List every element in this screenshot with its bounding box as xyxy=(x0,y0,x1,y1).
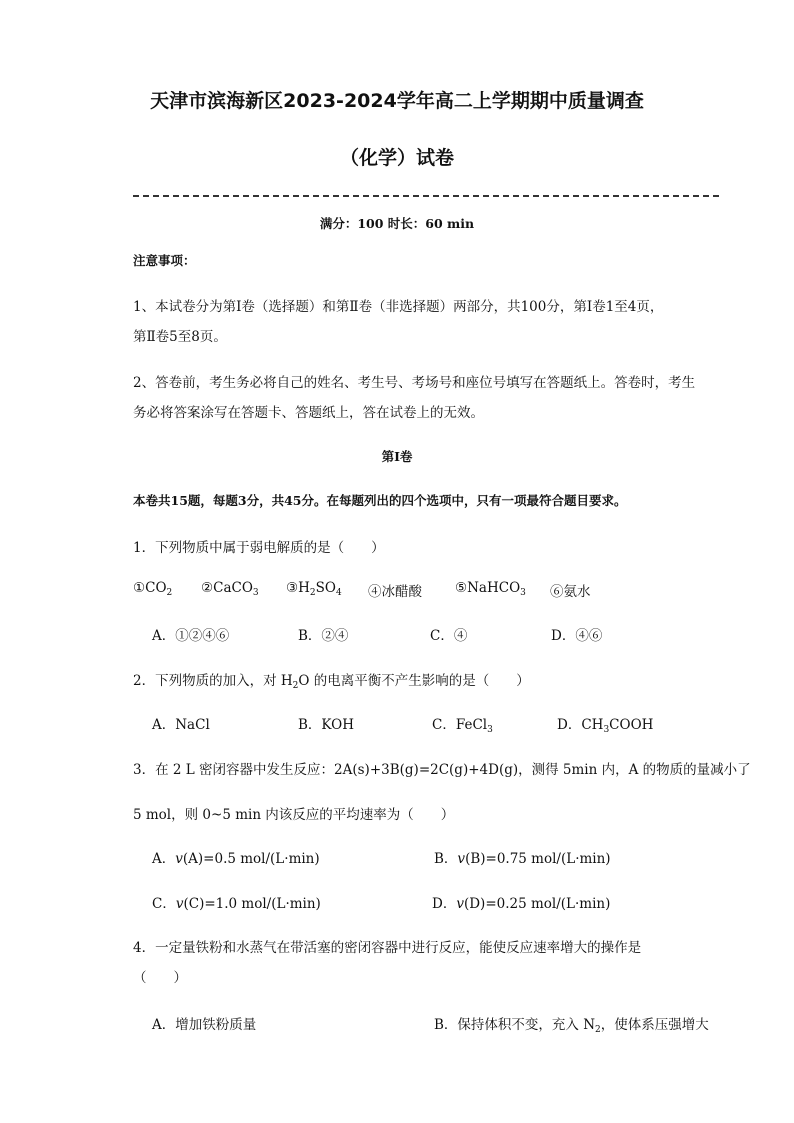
section-title: 第Ⅰ卷 xyxy=(381,449,413,464)
q4-option-a: A．增加铁粉质量 xyxy=(152,1017,257,1033)
notice-item-1-line-1: 1、本试卷分为第Ⅰ卷（选择题）和第Ⅱ卷（非选择题）两部分，共100分，第Ⅰ卷1至4页， xyxy=(133,299,664,315)
q2-option-a: A．NaCl xyxy=(152,717,210,733)
notice-item-2-line-2: 务必将答案涂写在答题卡、答题纸上，答在试卷上的无效。 xyxy=(133,405,484,421)
section-instructions: 本卷共15题，每题3分，共45分。在每题列出的四个选项中，只有一项最符合题目要求。 xyxy=(133,493,627,508)
q1-option-d: D．④⑥ xyxy=(551,628,603,644)
question-1-stem: 1．下列物质中属于弱电解质的是（ ） xyxy=(133,540,385,556)
q3-option-a: A．v(A)=0.5 mol/(L·min) xyxy=(152,851,320,867)
question-4-stem-line-2: （ ） xyxy=(133,970,187,986)
q1-item-4: ④冰醋酸 xyxy=(368,584,422,600)
question-4-stem-line-1: 4．一定量铁粉和水蒸气在带活塞的密闭容器中进行反应，能使反应速率增大的操作是 xyxy=(133,940,642,956)
q2-option-c: C．FeCl$_3$ xyxy=(432,717,493,735)
notice-heading: 注意事项： xyxy=(133,253,196,268)
q1-option-c: C．④ xyxy=(430,628,468,644)
q1-item-3: $③H_2SO_4$ xyxy=(286,580,342,598)
exam-title-line2: （化学）试卷 xyxy=(339,147,454,169)
q2-option-b: B．KOH xyxy=(298,717,354,733)
q3-option-d: D．v(D)=0.25 mol/(L·min) xyxy=(432,896,611,912)
question-3-stem-line-2: 5 mol，则 0~5 min 内该反应的平均速率为（ ） xyxy=(133,807,455,823)
question-2-stem: 2．下列物质的加入，对 $H_2O$ 的电离平衡不产生影响的是（ ） xyxy=(133,673,530,691)
q4-option-b: B．保持体积不变，充入 $N_2$，使体系压强增大 xyxy=(434,1017,709,1035)
q1-item-2: ②CaCO$_3$ xyxy=(201,580,259,598)
q1-option-b: B．②④ xyxy=(298,628,349,644)
question-3-stem-line-1: 3．在 2 L 密闭容器中发生反应：2A(s)+3B(g)=2C(g)+4D(g)，测得 5min 内，A 的物质的量减小了 xyxy=(133,762,751,778)
notice-item-2-line-1: 2、答卷前，考生务必将自己的姓名、考生号、考场号和座位号填写在答题纸上。答卷时，考生 xyxy=(133,375,696,391)
header-divider xyxy=(133,195,719,197)
notice-item-1-line-2: 第Ⅱ卷5至8页。 xyxy=(133,329,227,345)
q2-option-d: D．$CH_3COOH$ xyxy=(557,717,654,735)
exam-title-line1: 天津市滨海新区2023-2024学年高二上学期期中质量调查 xyxy=(150,90,644,112)
score-time-info: 满分：100 时长：60 min xyxy=(319,216,475,231)
q1-item-6: ⑥氨水 xyxy=(550,584,591,600)
q3-option-c: C．v(C)=1.0 mol/(L·min) xyxy=(152,896,321,912)
q1-item-1: $①CO_2$ xyxy=(133,580,173,598)
q1-item-5: ⑤NaHCO$_3$ xyxy=(455,580,526,598)
q1-option-a: A．①②④⑥ xyxy=(152,628,230,644)
q3-option-b: B．v(B)=0.75 mol/(L·min) xyxy=(434,851,611,867)
